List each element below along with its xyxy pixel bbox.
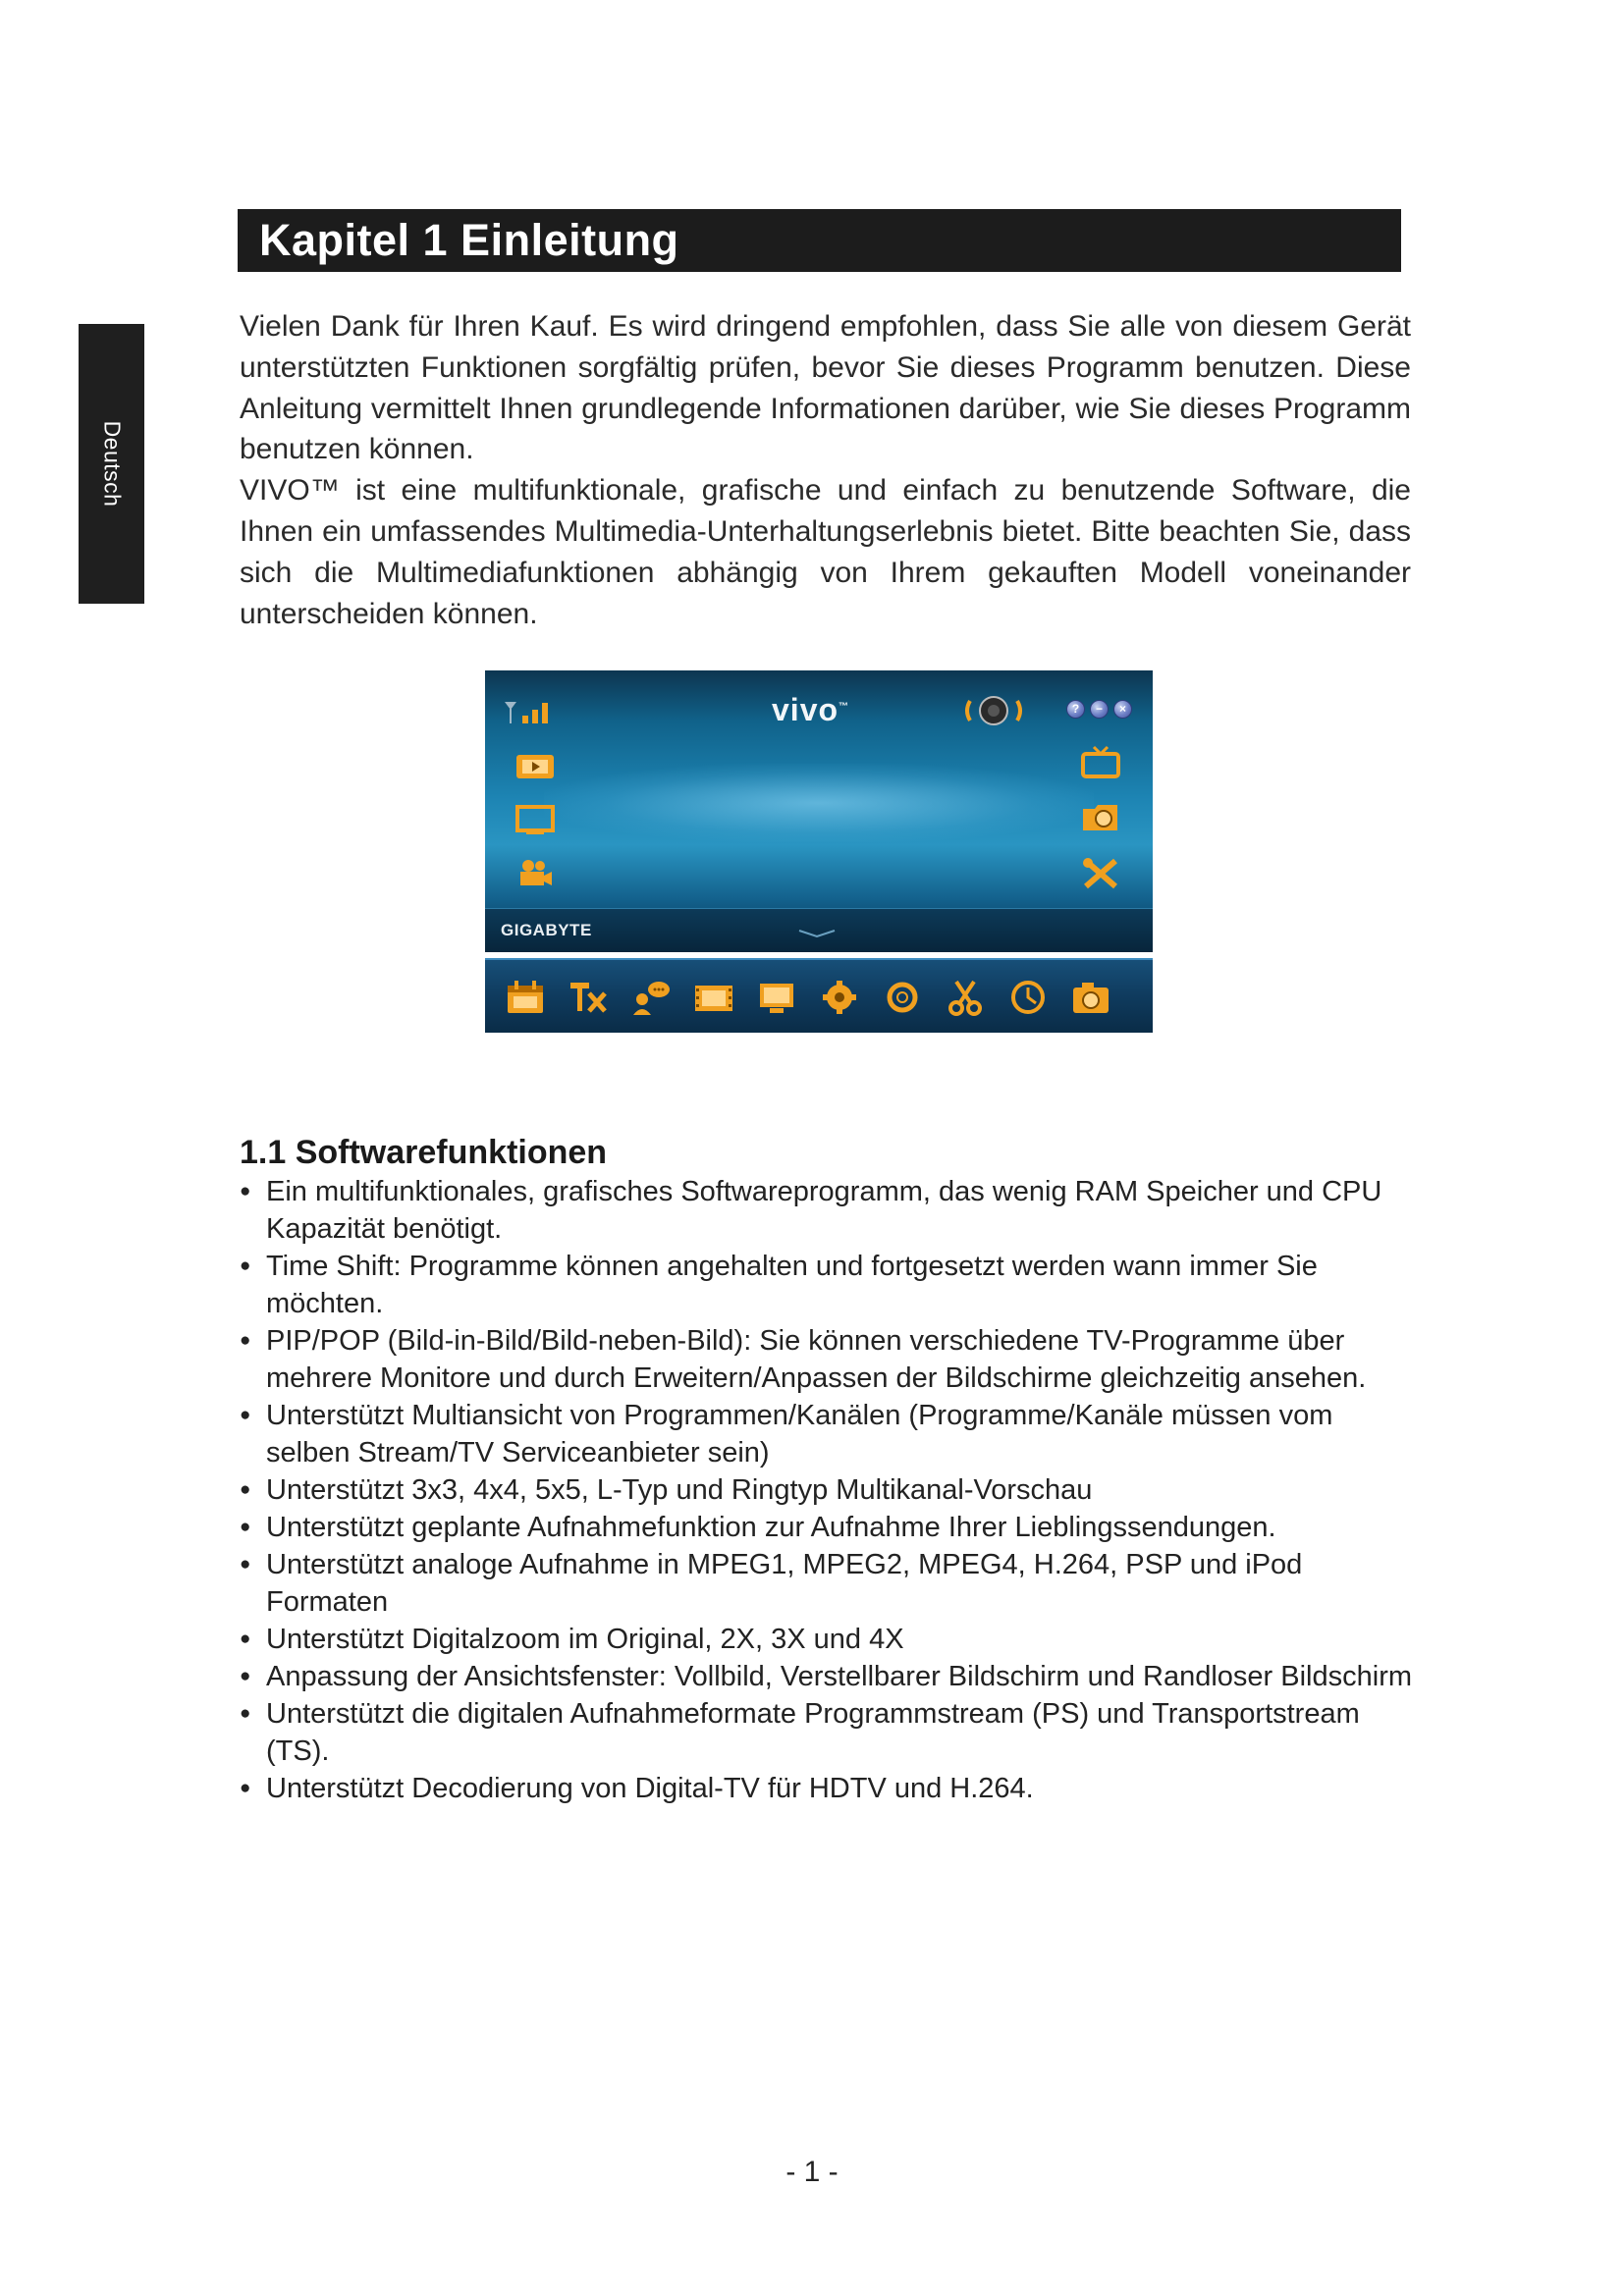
gigabyte-logo: GIGABYTE: [501, 921, 592, 939]
settings-tools-icon[interactable]: [1080, 857, 1121, 890]
page-number: - 1 -: [785, 2156, 839, 2188]
screen-glow: [544, 764, 1094, 842]
close-icon[interactable]: ×: [1113, 700, 1132, 719]
camcorder-icon[interactable]: [514, 857, 556, 890]
expand-chevron-icon[interactable]: [797, 929, 837, 938]
intro-paragraph-2: VIVO™ ist eine multifunktionale, grafische und einfach zu benutzende Software, die Ihnen ein umfassendes Multimedia-Unterhaltungserlebnis bietet. Bitte beachten Sie, dass sich die Multimediafunktionen abhängig von Ihrem gekauften Modell voneinander unterscheiden können.: [240, 474, 1411, 630]
scissors-icon[interactable]: [945, 978, 986, 1017]
list-item: ● PIP/POP (Bild-in-Bild/Bild-neben-Bild): Sie können verschiedene TV-Programme über mehrere Monitore und durch Erweitern/Anpassen der Bildschirme gleichzeitig ansehen.: [240, 1322, 1418, 1397]
language-side-tab: [79, 324, 144, 604]
chat-user-icon[interactable]: [630, 978, 672, 1017]
vivo-logo: [772, 692, 849, 728]
intro-paragraph-1: Vielen Dank für Ihren Kauf. Es wird dringend empfohlen, dass Sie alle von diesem Gerät unterstützten Funktionen sorgfältig prüfen, bevor Sie dieses Programm benutzen. Diese Anleitung vermittelt Ihnen grundlegende Informationen darüber, wie Sie dieses Programm benutzen können.: [240, 310, 1411, 466]
gear-icon[interactable]: [819, 978, 860, 1017]
list-item: ● Unterstützt analoge Aufnahme in MPEG1, MPEG2, MPEG4, H.264, PSP und iPod Formaten: [240, 1546, 1418, 1621]
snapshot-camera-icon[interactable]: [1070, 978, 1111, 1017]
list-item: ● Ein multifunktionales, grafisches Softwareprogramm, das wenig RAM Speicher und CPU Kapazität benötigt.: [240, 1173, 1418, 1248]
list-item: ● Unterstützt Digitalzoom im Original, 2X, 3X und 4X: [240, 1621, 1418, 1658]
vivo-software-screenshot: [485, 670, 1153, 952]
list-item: ● Unterstützt geplante Aufnahmefunktion zur Aufnahme Ihrer Lieblingssendungen.: [240, 1509, 1418, 1546]
refresh-ring-icon[interactable]: [882, 978, 923, 1017]
screen-icon[interactable]: [514, 803, 556, 836]
help-icon[interactable]: ?: [1066, 700, 1085, 719]
film-strip-icon[interactable]: [693, 978, 734, 1017]
feature-list: [240, 1173, 1418, 1807]
list-item: ● Unterstützt die digitalen Aufnahmeformate Programmstream (PS) und Transportstream (TS).: [240, 1695, 1418, 1770]
vivo-trademark: ™: [839, 701, 850, 713]
chapter-title: Kapitel 1 Einleitung: [259, 215, 679, 265]
teletext-icon[interactable]: [568, 978, 609, 1017]
tv-icon[interactable]: [1080, 745, 1121, 778]
vivo-toolbar: [485, 958, 1153, 1033]
section-title: 1.1 Softwarefunktionen: [240, 1134, 608, 1171]
list-item: ● Unterstützt Multiansicht von Programmen/Kanälen (Programme/Kanäle müssen vom selben Stream/TV Serviceanbieter sein): [240, 1397, 1418, 1471]
chapter-heading-bar: [238, 209, 1401, 272]
list-item: ● Time Shift: Programme können angehalten und fortgesetzt werden wann immer Sie möchten.: [240, 1248, 1418, 1322]
speaker-volume-icon: [962, 694, 1025, 727]
video-folder-icon[interactable]: [514, 749, 556, 782]
minimize-icon[interactable]: −: [1090, 700, 1109, 719]
list-item: ● Anpassung der Ansichtsfenster: Vollbild, Verstellbarer Bildschirm und Randloser Bildschirm: [240, 1658, 1418, 1695]
list-item: ● Unterstützt Decodierung von Digital-TV für HDTV und H.264.: [240, 1770, 1418, 1807]
signal-strength-icon: [503, 700, 558, 725]
vivo-logo-text: vivo: [772, 692, 839, 727]
recordings-folder-icon[interactable]: [1080, 801, 1121, 834]
list-item: ● Unterstützt 3x3, 4x4, 5x5, L-Typ und Ringtyp Multikanal-Vorschau: [240, 1471, 1418, 1509]
monitor-icon[interactable]: [756, 978, 797, 1017]
language-label: Deutsch: [99, 420, 125, 507]
intro-text: [240, 306, 1411, 634]
schedule-calendar-icon[interactable]: [505, 978, 546, 1017]
clock-icon[interactable]: [1007, 978, 1049, 1017]
